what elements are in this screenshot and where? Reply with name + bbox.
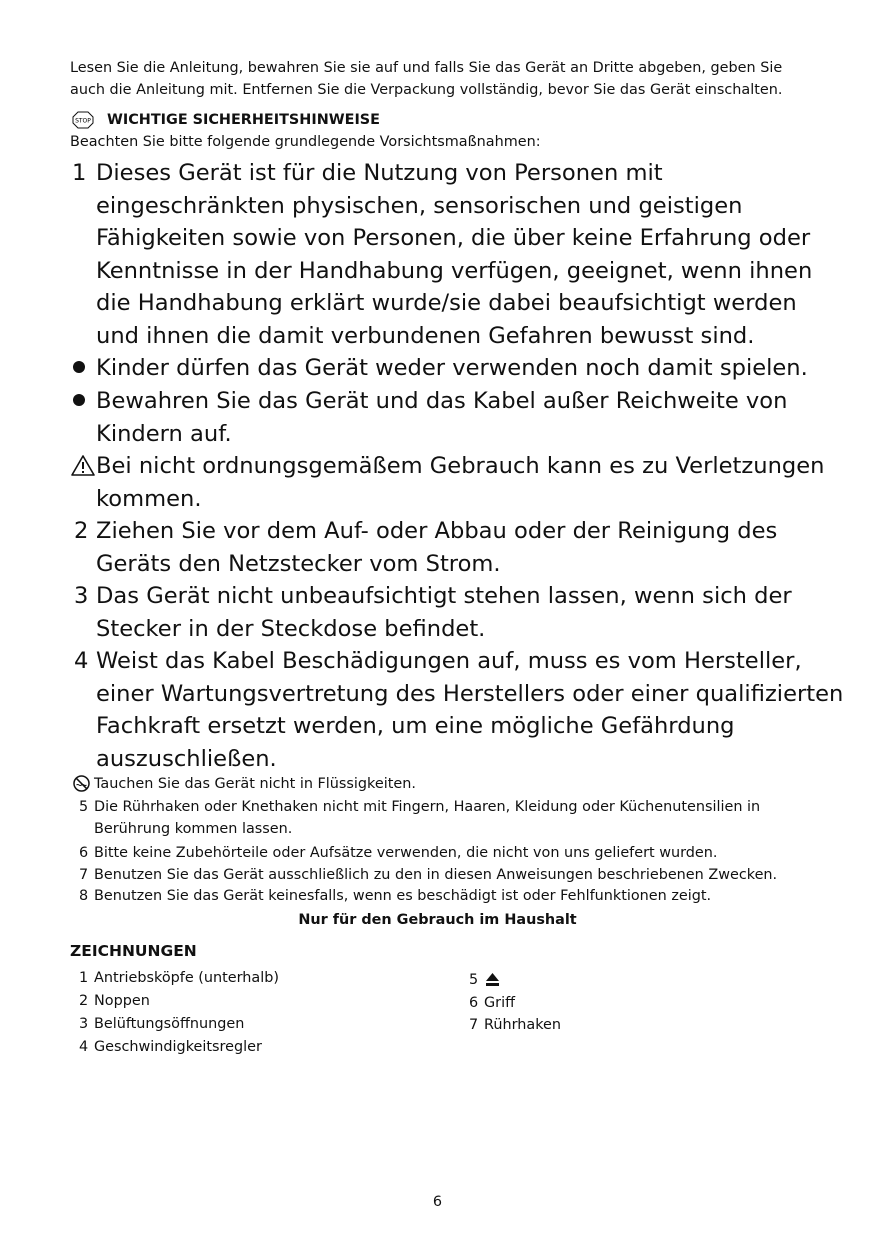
item-6-number: 6 <box>79 845 89 861</box>
item-2-number: 2 <box>74 518 89 544</box>
stop-icon-label: STOP <box>75 117 91 125</box>
drawing-6-number: 6 <box>469 995 479 1011</box>
item-1-number: 1 <box>72 160 87 186</box>
warning-line-2: kommen. <box>96 485 202 512</box>
item-4-number: 4 <box>74 648 89 674</box>
drawing-4-number: 4 <box>79 1039 89 1055</box>
item-2-line-1: Ziehen Sie vor dem Auf- oder Abbau oder der Reinigung des <box>96 518 778 544</box>
drawing-5-number: 5 <box>469 972 479 988</box>
intro-line-2: auch die Anleitung mit. Entfernen Sie die Verpackung vollständig, bevor Sie das Gerät einschalten. <box>70 82 783 98</box>
drawing-3-number: 3 <box>79 1016 89 1032</box>
item-2-line-2: Geräts den Netzstecker vom Strom. <box>96 550 501 577</box>
item-4-line-4: auszuschließen. <box>96 745 277 772</box>
drawing-2-number: 2 <box>79 993 89 1009</box>
bullet-icon <box>72 360 86 374</box>
page-number: 6 <box>432 1194 443 1210</box>
drawing-7-number: 7 <box>469 1017 479 1033</box>
item-5-line-1: Die Rührhaken oder Knethaken nicht mit Fingern, Haaren, Kleidung oder Küchenutensilien in <box>94 799 761 815</box>
warning-triangle-icon <box>71 455 95 476</box>
item-6-text: Bitte keine Zubehörteile oder Aufsätze verwenden, die nicht von uns geliefert wurden. <box>94 845 718 861</box>
drawing-6-label: Griff <box>484 995 515 1011</box>
safety-heading: WICHTIGE SICHERHEITSHINWEISE <box>107 112 380 128</box>
item-1-line-5: die Handhabung erklärt wurde/sie dabei beaufsichtigt werden <box>96 290 797 316</box>
item-3-line-2: Stecker in der Steckdose befindet. <box>96 615 486 642</box>
item-8-text: Benutzen Sie das Gerät keinesfalls, wenn es beschädigt ist oder Fehlfunktionen zeigt. <box>94 888 712 904</box>
item-3-line-1: Das Gerät nicht unbeaufsichtigt stehen lassen, wenn sich der <box>96 583 792 609</box>
drawing-4-label: Geschwindigkeitsregler <box>94 1039 262 1055</box>
drawing-2-label: Noppen <box>94 993 150 1009</box>
safety-subheading: Beachten Sie bitte folgende grundlegende Vorsichtsmaßnahmen: <box>70 134 541 150</box>
drawings-heading: ZEICHNUNGEN <box>70 942 197 960</box>
item-1-line-4: Kenntnisse in der Handhabung verfügen, geeignet, wenn ihnen <box>96 257 813 284</box>
bullet-icon <box>72 393 86 407</box>
intro-line-1: Lesen Sie die Anleitung, bewahren Sie sie auf und falls Sie das Gerät an Dritte abgeben, geben Sie <box>70 60 783 76</box>
drawing-7-label: Rührhaken <box>484 1017 561 1033</box>
item-4-line-1: Weist das Kabel Beschädigungen auf, muss es vom Hersteller, <box>96 648 802 674</box>
bullet-2-line-2: Kindern auf. <box>96 420 232 447</box>
drawing-1-label: Antriebsköpfe (unterhalb) <box>94 970 279 986</box>
bullet-1-text: Kinder dürfen das Gerät weder verwenden noch damit spielen. <box>96 355 808 381</box>
item-8-number: 8 <box>79 888 89 904</box>
item-1-line-3: Fähigkeiten sowie von Personen, die über keine Erfahrung oder <box>96 225 811 251</box>
bullet-2-line-1: Bewahren Sie das Gerät und das Kabel außer Reichweite von <box>96 388 788 414</box>
drawing-3-label: Belüftungsöffnungen <box>94 1016 245 1032</box>
item-1-line-2: eingeschränkten physischen, sensorischen und geistigen <box>96 192 743 219</box>
eject-icon <box>485 972 500 987</box>
item-4-line-3: Fachkraft ersetzt werden, um eine mögliche Gefährdung <box>96 713 735 739</box>
drawing-1-number: 1 <box>79 970 89 986</box>
item-4-line-2: einer Wartungsvertretung des Herstellers oder einer qualifizierten <box>96 680 844 707</box>
item-7-text: Benutzen Sie das Gerät ausschließlich zu den in diesen Anweisungen beschriebenen Zwecken. <box>94 867 778 883</box>
item-1-line-6: und ihnen die damit verbundenen Gefahren bewusst sind. <box>96 322 755 349</box>
item-1-line-1: Dieses Gerät ist für die Nutzung von Personen mit <box>96 160 663 186</box>
item-5-line-2: Berührung kommen lassen. <box>94 821 293 837</box>
stop-icon <box>72 111 94 129</box>
item-5-number: 5 <box>79 799 89 815</box>
household-note: Nur für den Gebrauch im Haushalt <box>298 912 577 928</box>
no-immerse-icon <box>73 775 90 792</box>
no-immerse-text: Tauchen Sie das Gerät nicht in Flüssigkeiten. <box>94 776 416 792</box>
item-3-number: 3 <box>74 583 89 609</box>
item-7-number: 7 <box>79 867 89 883</box>
warning-line-1: Bei nicht ordnungsgemäßem Gebrauch kann es zu Verletzungen <box>96 453 825 479</box>
